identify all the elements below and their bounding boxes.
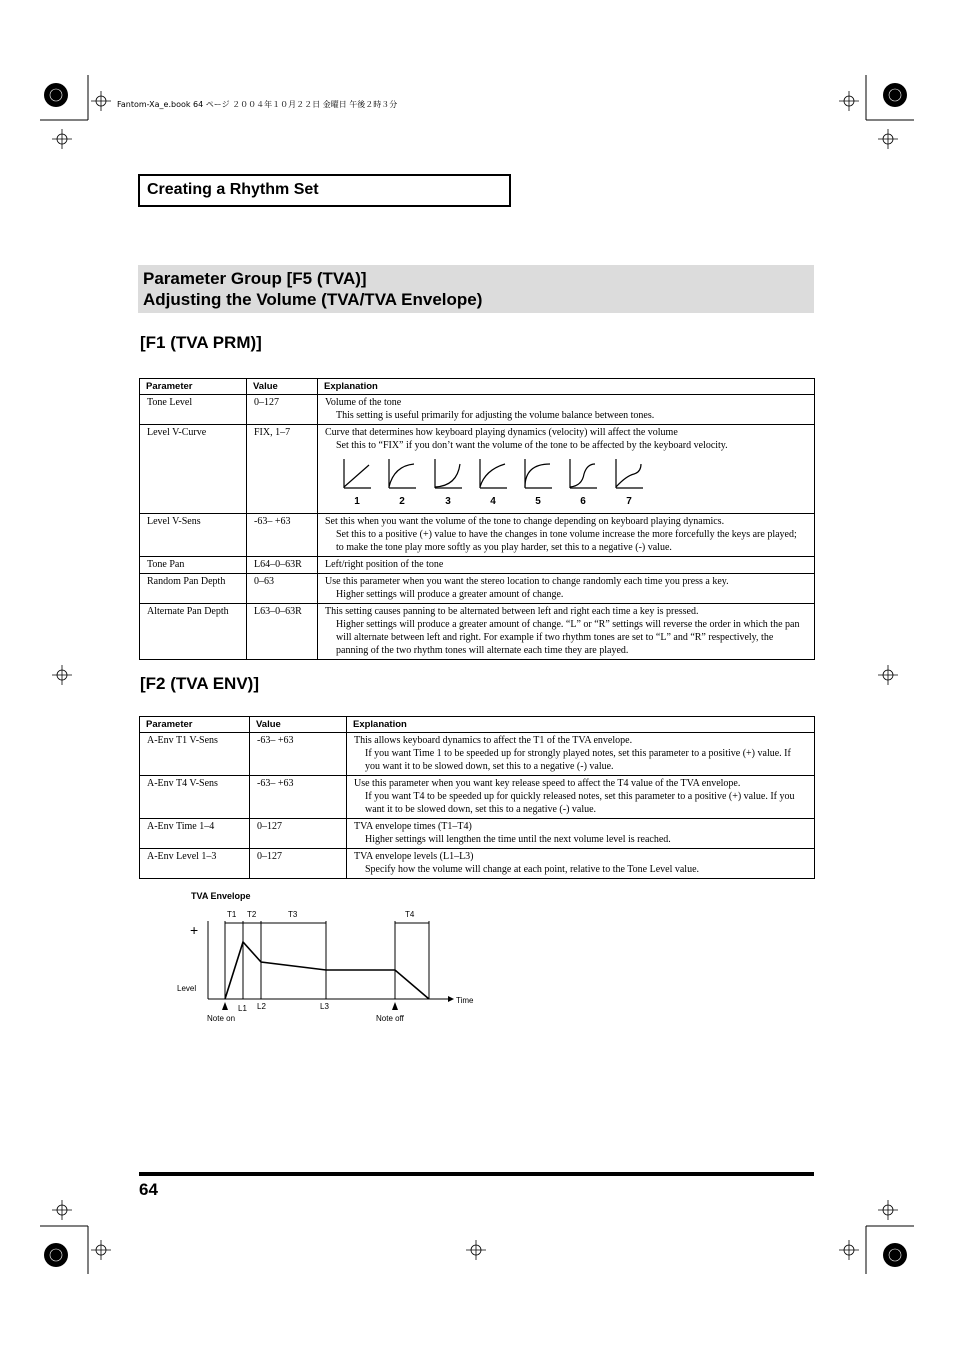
col-header-explanation: Explanation	[347, 717, 815, 733]
curve-label: 6	[580, 496, 586, 507]
section-title-tva-prm: [F1 (TVA PRM)]	[140, 333, 262, 352]
param-explanation: TVA envelope times (T1–T4) Higher settings will lengthen the time until the next volume level is reached.	[347, 819, 815, 849]
curve-label: 2	[399, 496, 405, 507]
param-explanation: Use this parameter when you want key release speed to affect the T4 value of the TVA envelope. If you want T4 to be speeded up for quickly released notes, set this parameter to a positive (+) value. If you want it to be slowed down, set this to a negative (-) value.	[347, 776, 815, 819]
diagram-title: TVA Envelope	[191, 891, 251, 901]
param-value: L64–0–63R	[247, 557, 318, 574]
param-name: A-Env Time 1–4	[140, 819, 250, 849]
table-row	[140, 819, 815, 849]
t1-label: T1	[227, 910, 237, 919]
param-name: Level V-Sens	[140, 514, 247, 557]
param-value: 0–127	[250, 819, 347, 849]
plus-sign: +	[190, 922, 199, 938]
param-value: -63– +63	[247, 514, 318, 557]
page-number: 64	[139, 1180, 158, 1199]
footer-rule	[139, 1172, 814, 1176]
table-row	[140, 557, 815, 574]
t4-label: T4	[405, 910, 415, 919]
param-explanation: Left/right position of the tone	[318, 557, 815, 574]
col-header-parameter: Parameter	[140, 717, 250, 733]
note-off-label: Note off	[376, 1014, 404, 1023]
chapter-title: Creating a Rhythm Set	[147, 181, 319, 198]
param-value: L63–0–63R	[247, 604, 318, 660]
col-header-parameter: Parameter	[140, 379, 247, 395]
param-name: Tone Level	[140, 395, 247, 425]
tva-envelope-diagram	[170, 885, 490, 1030]
curve-label: 3	[445, 496, 451, 507]
param-explanation: This setting causes panning to be alternated between left and right each time a key is pressed. Higher settings will produce a greater amount of change. “L” or “R” settings will reverse the order in which the pan will alternate between left and right. For example if two rhythm tones are set to “L” and “R” respectively, the panning of the two rhythm tones will alternate each time they are played.	[318, 604, 815, 660]
tva-prm-table	[139, 378, 815, 660]
t3-label: T3	[288, 910, 298, 919]
tva-env-table	[139, 716, 815, 879]
param-value: 0–63	[247, 574, 318, 604]
param-explanation: Set this when you want the volume of the tone to change depending on keyboard playing dynamics. Set this to a positive (+) value to have the changes in tone volume increase the more forcefully the keys are played; to make the tone play more softly as you play harder, set this to a negative (-) value.	[318, 514, 815, 557]
velocity-curves-diagram	[339, 454, 669, 508]
l3-label: L3	[320, 1002, 329, 1011]
l2-label: L2	[257, 1002, 266, 1011]
param-explanation: Volume of the tone This setting is useful primarily for adjusting the volume balance between tones.	[318, 395, 815, 425]
table-row	[140, 425, 815, 514]
col-header-explanation: Explanation	[318, 379, 815, 395]
table-row	[140, 395, 815, 425]
param-explanation: Curve that determines how keyboard playing dynamics (velocity) will affect the volume Set this to “FIX” if you don’t want the volume of the tone to be affected by the keyboard velocity. 1 2 3 4 5 6 7	[318, 425, 815, 514]
param-name: Alternate Pan Depth	[140, 604, 247, 660]
table-row	[140, 733, 815, 776]
note-on-label: Note on	[207, 1014, 236, 1023]
time-axis-label: Time	[456, 996, 474, 1005]
param-name: Tone Pan	[140, 557, 247, 574]
param-value: FIX, 1–7	[247, 425, 318, 514]
curve-label: 7	[626, 496, 632, 507]
param-explanation: This allows keyboard dynamics to affect the T1 of the TVA envelope. If you want Time 1 to be speeded up for strongly played notes, set this parameter to a positive (+) value. If you want it to be slowed down, set this to a negative (-) value.	[347, 733, 815, 776]
param-name: A-Env Level 1–3	[140, 849, 250, 879]
param-value: 0–127	[247, 395, 318, 425]
table-row	[140, 849, 815, 879]
section-title-tva-env: [F2 (TVA ENV)]	[140, 674, 259, 693]
param-explanation: Use this parameter when you want the stereo location to change randomly each time you press a key. Higher settings will produce a greater amount of change.	[318, 574, 815, 604]
param-explanation: TVA envelope levels (L1–L3) Specify how the volume will change at each point, relative to the Tone Level value.	[347, 849, 815, 879]
col-header-value: Value	[247, 379, 318, 395]
param-value: -63– +63	[250, 776, 347, 819]
table-row	[140, 776, 815, 819]
group-title-line1: Parameter Group [F5 (TVA)]	[143, 269, 367, 288]
group-title-band	[138, 265, 814, 313]
chapter-title-box	[138, 174, 511, 207]
param-name: A-Env T1 V-Sens	[140, 733, 250, 776]
param-name: Level V-Curve	[140, 425, 247, 514]
curve-label: 5	[535, 496, 541, 507]
t2-label: T2	[247, 910, 257, 919]
curve-label: 4	[490, 496, 496, 507]
param-value: -63– +63	[250, 733, 347, 776]
print-header: Fantom-Xa_e.book 64 ページ ２００４年１０月２２日 金曜日 午後２時３分	[117, 100, 398, 109]
curve-label: 1	[354, 496, 360, 507]
col-header-value: Value	[250, 717, 347, 733]
table-row	[140, 514, 815, 557]
table-row	[140, 574, 815, 604]
l1-label: L1	[238, 1004, 247, 1013]
param-name: Random Pan Depth	[140, 574, 247, 604]
param-name: A-Env T4 V-Sens	[140, 776, 250, 819]
group-title-line2: Adjusting the Volume (TVA/TVA Envelope)	[143, 290, 483, 309]
level-axis-label: Level	[177, 984, 197, 993]
table-row	[140, 604, 815, 660]
param-value: 0–127	[250, 849, 347, 879]
